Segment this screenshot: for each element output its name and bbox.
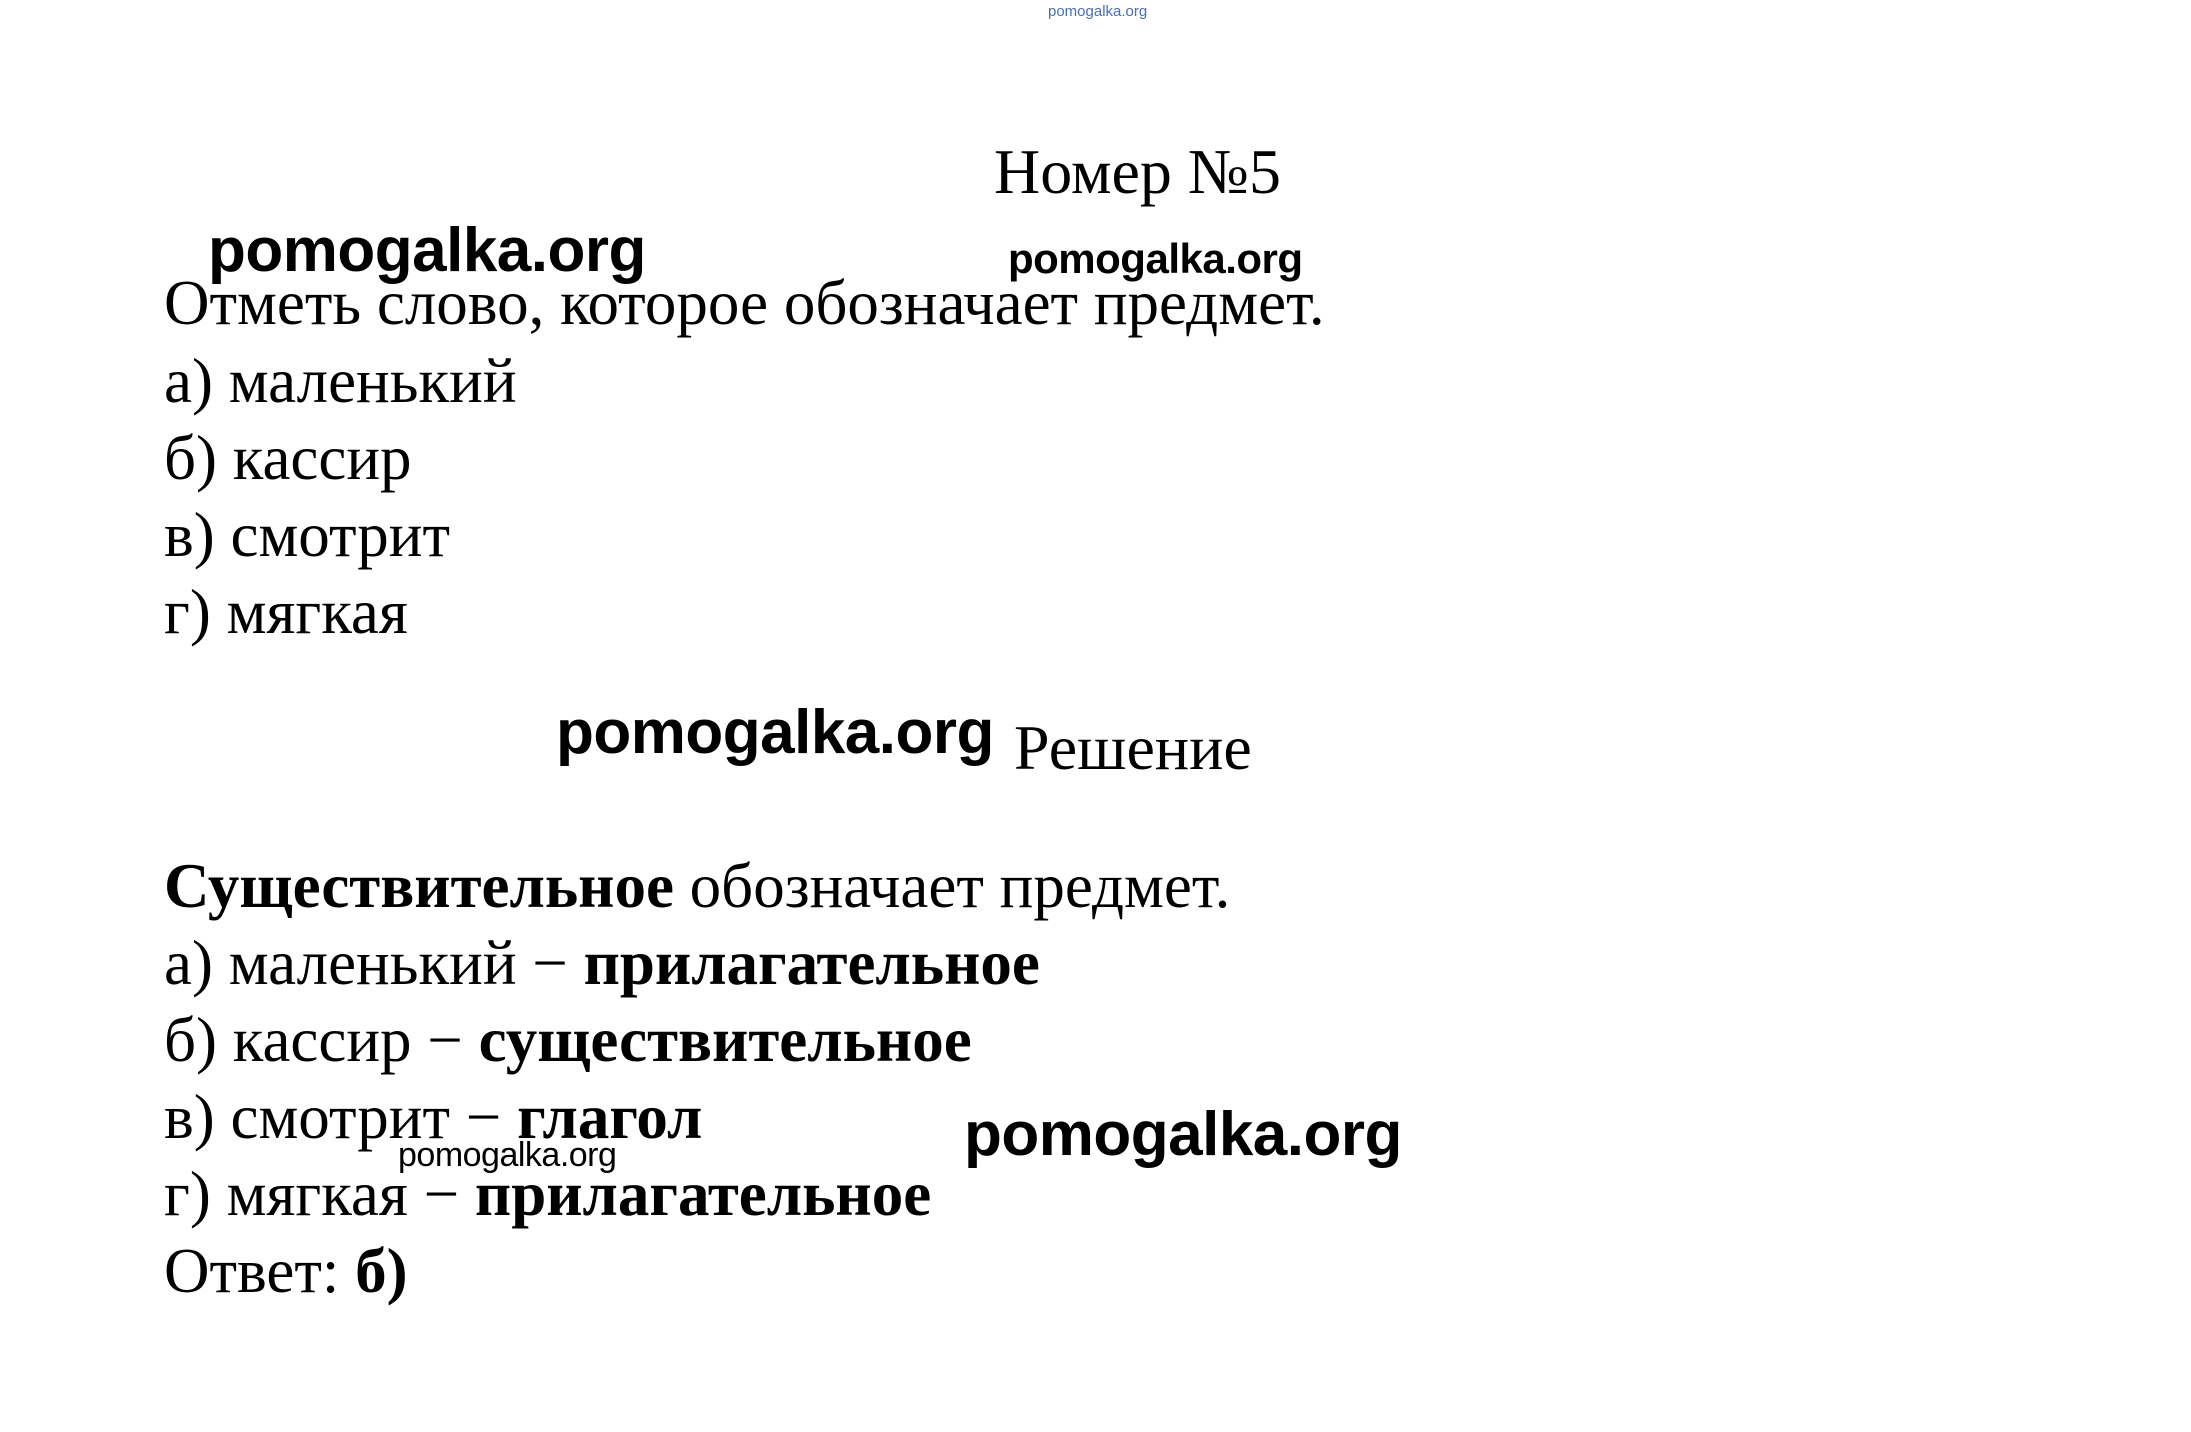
watermark-top: pomogalka.org bbox=[1048, 3, 1148, 20]
solution-line-d bbox=[164, 1159, 932, 1229]
option-d: г) мягкая bbox=[164, 577, 408, 647]
solution-line-prefix: в) смотрит − bbox=[164, 1082, 518, 1152]
watermark-3: pomogalka.org bbox=[556, 698, 994, 767]
watermark-1: pomogalka.org bbox=[208, 216, 646, 285]
task-question: Отметь слово, которое обозначает предмет. bbox=[164, 268, 1325, 338]
solution-intro-rest: обозначает предмет. bbox=[673, 851, 1231, 921]
option-c: в) смотрит bbox=[164, 500, 451, 570]
option-b: б) кассир bbox=[164, 423, 412, 493]
solution-line-answer: существительное bbox=[478, 1005, 972, 1075]
answer-value: б) bbox=[355, 1236, 408, 1306]
watermark-4: pomogalka.org bbox=[964, 1100, 1402, 1169]
solution-intro-bold: Существительное bbox=[164, 851, 674, 921]
solution-title: Решение bbox=[1014, 712, 1252, 783]
solution-line-answer: прилагательное bbox=[474, 1159, 932, 1229]
solution-intro bbox=[164, 851, 1231, 921]
answer-label: Ответ: bbox=[164, 1236, 356, 1306]
solution-line-a bbox=[164, 928, 1040, 998]
solution-line-prefix: г) мягкая − bbox=[164, 1159, 475, 1229]
solution-line-prefix: б) кассир − bbox=[164, 1005, 479, 1075]
watermark-2: pomogalka.org bbox=[1008, 235, 1303, 282]
watermark-5: pomogalka.org bbox=[398, 1136, 617, 1174]
solution-line-b bbox=[164, 1005, 972, 1075]
solution-line-prefix: а) маленький − bbox=[164, 928, 584, 998]
option-a: а) маленький bbox=[164, 346, 517, 416]
answer-line bbox=[164, 1236, 408, 1306]
task-title: Номер №5 bbox=[994, 136, 1281, 207]
solution-line-answer: прилагательное bbox=[583, 928, 1040, 998]
solution-line-answer: глагол bbox=[517, 1082, 703, 1152]
